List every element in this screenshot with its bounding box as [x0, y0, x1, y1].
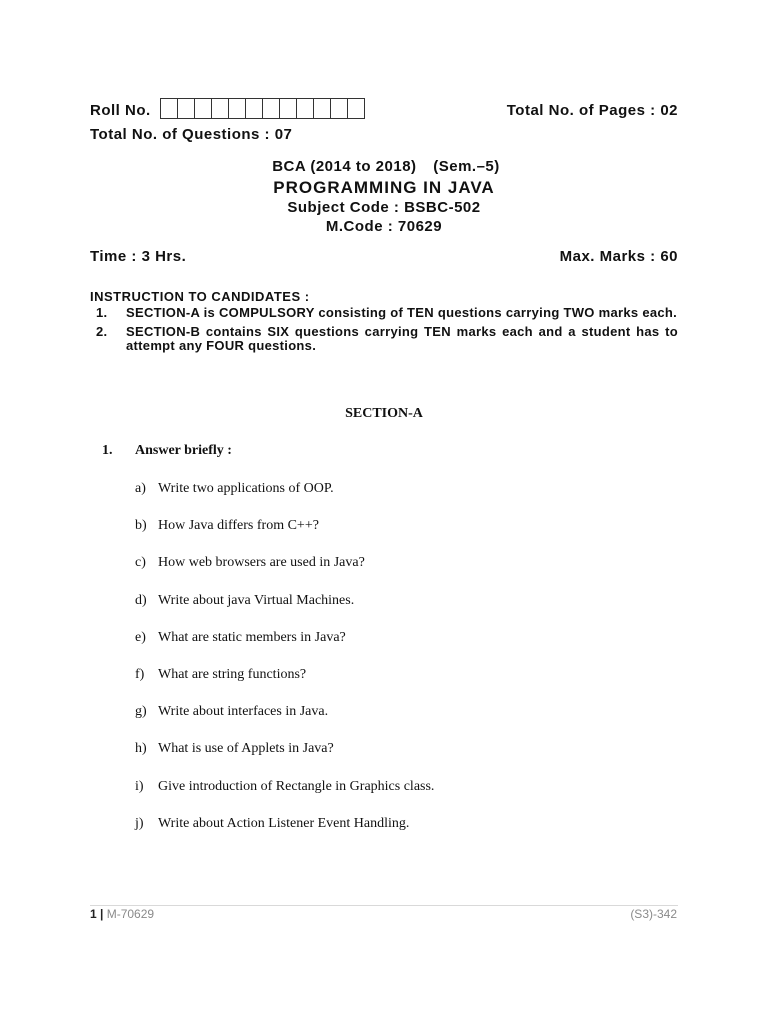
sub-question [135, 481, 434, 518]
sub-question-text: Give introduction of Rectangle in Graphics class. [158, 778, 435, 794]
sub-question [135, 816, 434, 853]
footer-code: (S3)-342 [630, 907, 677, 921]
subject-code: Subject Code : BSBC-502 [287, 199, 481, 216]
sub-question-text: What is use of Applets in Java? [158, 741, 334, 757]
roll-number-box [195, 99, 212, 118]
footer-mcode: M-70629 [106, 907, 155, 921]
roll-number-box [161, 99, 178, 118]
footer-left [90, 907, 154, 921]
header-row [90, 98, 678, 122]
instruction-number: 1. [96, 305, 108, 320]
sub-question-letter: d) [135, 592, 147, 608]
sub-question-letter: f) [135, 666, 145, 682]
sub-question [135, 704, 434, 741]
roll-number-label: Roll No. [90, 102, 151, 119]
section-a-heading: SECTION-A [345, 406, 423, 421]
sub-question [135, 518, 434, 555]
roll-number-box [331, 99, 348, 118]
sub-question-text: How Java differs from C++? [158, 518, 319, 534]
instructions-heading: INSTRUCTION TO CANDIDATES : [90, 289, 310, 304]
time-allowed: Time : 3 Hrs. [90, 248, 187, 265]
sub-question-text: Write about java Virtual Machines. [158, 592, 355, 608]
roll-number-box [212, 99, 229, 118]
instruction-text: SECTION-B contains SIX questions carrying TEN marks each and a student has to attempt any FOUR questions. [126, 324, 678, 353]
sub-question-text: Write about interfaces in Java. [158, 704, 329, 720]
sub-question [135, 741, 434, 778]
subject-title: PROGRAMMING IN JAVA [273, 178, 495, 197]
roll-number-box [348, 99, 364, 118]
roll-number-box [229, 99, 246, 118]
instructions-list [90, 306, 678, 358]
roll-number-box [246, 99, 263, 118]
sub-question-text: What are string functions? [158, 666, 307, 682]
footer-page-number: 1 | [90, 907, 104, 921]
sub-question-letter: j) [135, 815, 144, 831]
semester: (Sem.–5) [433, 158, 500, 175]
sub-question [135, 593, 434, 630]
roll-number-box [263, 99, 280, 118]
total-pages: Total No. of Pages : 02 [506, 102, 678, 119]
exam-info-row [90, 248, 678, 265]
course-name: BCA (2014 to 2018) [272, 158, 417, 175]
sub-question [135, 630, 434, 667]
instruction-item [90, 325, 678, 353]
question-1 [102, 443, 232, 459]
instruction-number: 2. [96, 324, 108, 339]
sub-question [135, 779, 434, 816]
question-text: Answer briefly : [135, 443, 232, 458]
sub-question-letter: c) [135, 555, 146, 571]
footer-divider [90, 905, 678, 906]
sub-question-text: Write two applications of OOP. [158, 481, 334, 496]
sub-question-text: Write about Action Listener Event Handling. [158, 815, 410, 831]
sub-question [135, 667, 434, 704]
roll-number-box [314, 99, 331, 118]
sub-question-list [135, 481, 434, 853]
roll-number-box [178, 99, 195, 118]
total-questions: Total No. of Questions : 07 [90, 126, 293, 143]
question-number: 1. [102, 443, 113, 458]
roll-number-boxes [160, 98, 365, 119]
course-line [0, 158, 768, 175]
roll-number-box [280, 99, 297, 118]
mcode: M.Code : 70629 [325, 218, 443, 235]
sub-question-text: What are static members in Java? [158, 629, 346, 645]
roll-number-box [297, 99, 314, 118]
instruction-item [90, 306, 678, 320]
sub-question-letter: e) [135, 629, 146, 645]
sub-question-letter: h) [135, 741, 147, 757]
sub-question-letter: i) [135, 778, 144, 794]
sub-question [135, 555, 434, 592]
sub-question-text: How web browsers are used in Java? [158, 555, 365, 571]
sub-question-letter: g) [135, 704, 147, 720]
sub-question-letter: a) [135, 481, 146, 496]
instruction-text: SECTION-A is COMPULSORY consisting of TEN questions carrying TWO marks each. [126, 305, 678, 320]
sub-question-letter: b) [135, 518, 147, 534]
max-marks: Max. Marks : 60 [559, 248, 678, 265]
